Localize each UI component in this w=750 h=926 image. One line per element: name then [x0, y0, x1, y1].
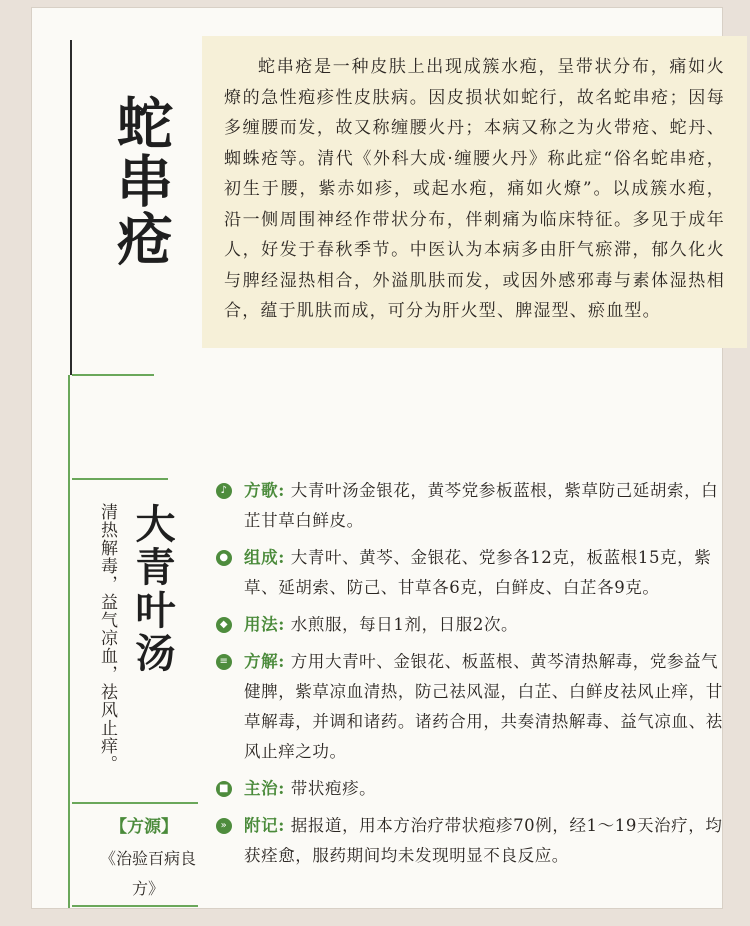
- intro-box: [202, 36, 747, 348]
- formula-name: 大青叶汤: [129, 503, 176, 675]
- detail-usage: ◆ 用法: 水煎服，每日1剂，日服2次。: [214, 610, 724, 640]
- divider-bottom: [72, 905, 198, 907]
- intro-text: 蛇串疮是一种皮肤上出现成簇水疱，呈带状分布，痛如火燎的急性疱疹性皮肤病。因皮损状如蛇行，故名蛇串疮；因每多缠腰而发，故又称缠腰火丹；本病又称之为火带疮、蛇丹、蜘蛛疮等。清代《外科大成·缠腰火丹》称此症“俗名蛇串疮，初生于腰，紫赤如疹，或起水疱，痛如火燎”。以成簇水疱，沿一侧周围神经作带状分布，伴刺痛为临床特征。多见于成年人，好发于春秋季节。中医认为本病多由肝气瘀滞，郁久化火与脾经湿热相合，外溢肌肤而发，或因外感邪毒与素体湿热相合，蕴于肌肤而成，可分为肝火型、脾湿型、瘀血型。: [224, 57, 725, 321]
- composition-icon: ●: [216, 550, 232, 566]
- explanation-icon: ≡: [216, 654, 232, 670]
- formula-column-rule: [68, 375, 70, 908]
- title-column-rule: [70, 40, 72, 375]
- detail-explanation: ≡ 方解: 方用大青叶、金银花、板蓝根、黄芩清热解毒，党参益气健脾，紫草凉血清热，防己祛风湿，白芷、白鲜皮祛风止痒，甘草解毒，并调和诸药。诸药合用，共奏清热解毒、益气凉血、祛风止痒之功。: [214, 647, 724, 767]
- divider-top: [72, 374, 154, 376]
- divider-source: [72, 802, 198, 804]
- detail-composition: ● 组成: 大青叶、黄芩、金银花、党参各12克，板蓝根15克，紫草、延胡索、防己、甘草各6克，白鲜皮、白芷各9克。: [214, 543, 724, 603]
- song-icon: ♪: [216, 483, 232, 499]
- detail-song: ♪ 方歌: 大青叶汤金银花，黄芩党参板蓝根，紫草防己延胡索，白芷甘草白鲜皮。: [214, 476, 724, 536]
- source-book: 《治验百病良方》: [99, 849, 196, 898]
- note-icon: »: [216, 818, 232, 834]
- book-page: [32, 8, 725, 908]
- divider-formula: [72, 478, 168, 480]
- usage-icon: ◆: [216, 617, 232, 633]
- detail-indication: ■ 主治: 带状疱疹。: [214, 774, 724, 804]
- detail-note: » 附记: 据报道，用本方治疗带状疱疹70例，经1～19天治疗，均获痊愈，服药期间均未发现明显不良反应。: [214, 811, 724, 871]
- formula-tagline: 清热解毒，益气凉血，祛风止痒。: [97, 503, 117, 773]
- source-label: 【方源】: [110, 817, 178, 837]
- page-title: 蛇串疮: [108, 94, 174, 268]
- indication-icon: ■: [216, 781, 232, 797]
- formula-details: [214, 476, 724, 878]
